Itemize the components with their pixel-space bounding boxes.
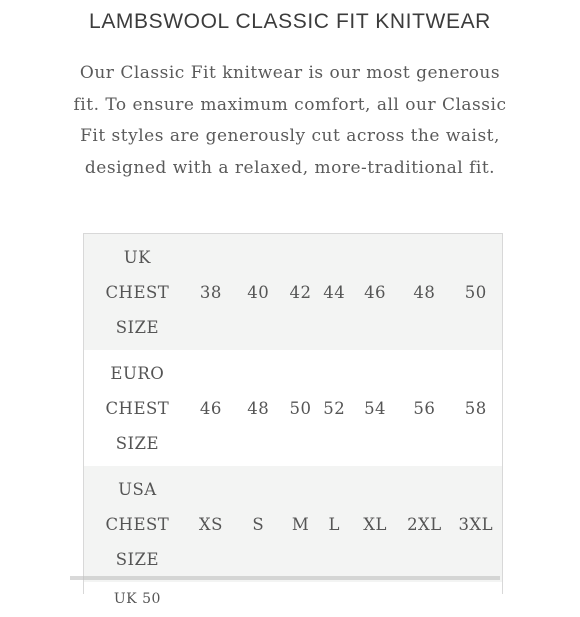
table-cell: 38 (189, 234, 233, 350)
table-cell: 50 (289, 398, 312, 418)
row-label-uk: UK CHEST SIZE (84, 234, 189, 350)
table-cell: 40 (233, 234, 283, 350)
row-label-usa: USA CHEST SIZE (84, 466, 189, 582)
table-cell: XS (189, 466, 233, 582)
table-cell: 52 (323, 398, 346, 418)
table-row-partial (84, 582, 502, 617)
table-cell: 48 (399, 234, 449, 350)
table-cell: XL (351, 466, 399, 582)
table-cell: 54 (364, 398, 387, 418)
table-cell: 46 (199, 398, 222, 418)
table-cell: 56 (413, 398, 436, 418)
fit-description: Our Classic Fit knitwear is our most generous fit. To ensure maximum comfort, all our Classic Fit styles are generously cut across the waist, designed with a relaxed, more-traditional fit. (73, 63, 507, 178)
table-cell: 3XL (450, 466, 502, 582)
row-label-partial: UK 50 (113, 591, 161, 607)
table-cell: 58 (464, 398, 487, 418)
table-row-uk (84, 234, 502, 350)
table-cell: 46 (351, 234, 399, 350)
row-label-euro: EURO CHEST SIZE (105, 363, 170, 453)
table-cell: 50 (450, 234, 502, 350)
table-cell: 48 (247, 398, 270, 418)
table-cell: 44 (318, 234, 351, 350)
table-row-usa (84, 466, 502, 582)
table-cell: S (233, 466, 283, 582)
table-cell: 42 (283, 234, 317, 350)
size-table (83, 233, 503, 607)
table-cell: 2XL (399, 466, 449, 582)
table-row-euro (84, 350, 502, 466)
page-title: LAMBSWOOL CLASSIC FIT KNITWEAR (89, 10, 491, 33)
page-cutoff-edge (70, 576, 500, 580)
table-cell: L (318, 466, 351, 582)
table-cell: M (283, 466, 317, 582)
